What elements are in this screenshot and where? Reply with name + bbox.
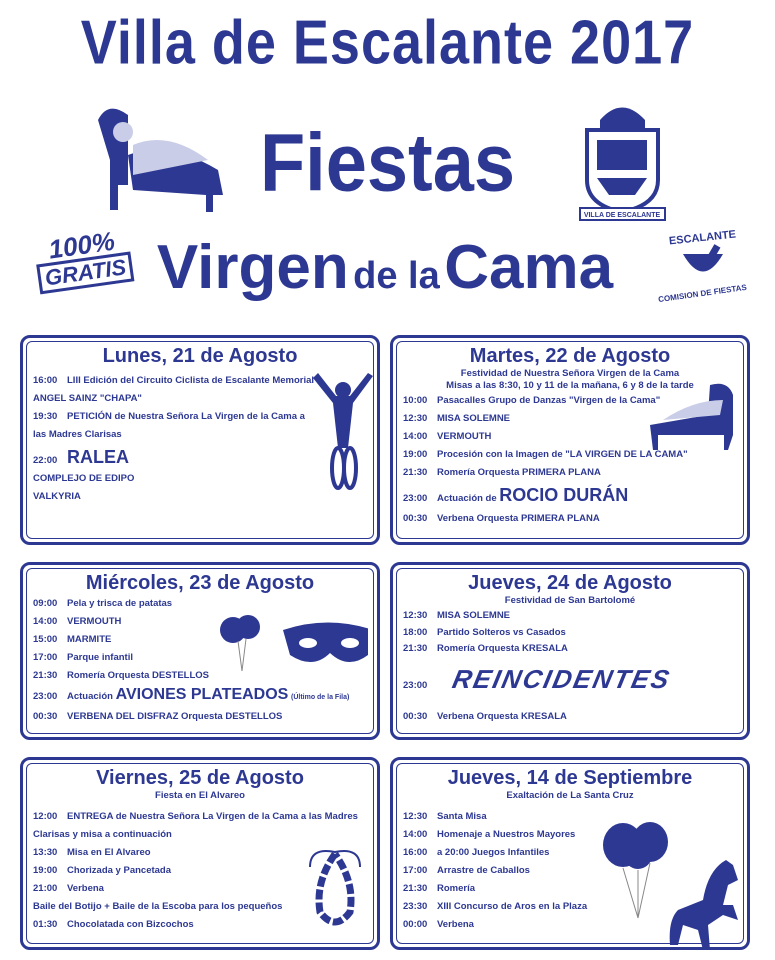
event-row: 12:30 MISA SOLEMNE: [403, 413, 511, 424]
panel-title: Lunes, 21 de Agosto: [102, 345, 298, 367]
event-row: 19:00 Procesión con la Imagen de "LA VIRGEN DE LA CAMA": [403, 449, 688, 460]
event-row: 21:30 Romería Orquesta KRESALA: [403, 643, 568, 654]
virgin-bed-illustration: [88, 100, 233, 215]
event-continuation: las Madres Clarisas: [33, 429, 122, 440]
event-row: 00:00 Verbena: [403, 919, 474, 930]
virgen-heading: Virgen de la Cama: [156, 233, 614, 302]
event-row: 14:00 Homenaje a Nuestros Mayores: [403, 829, 576, 840]
event-continuation: Clarisas y misa a continuación: [33, 829, 172, 840]
event-row: 21:30 Romería Orquesta DESTELLOS: [33, 670, 210, 681]
panel-title: Viernes, 25 de Agosto: [96, 767, 304, 789]
event-continuation: Baile del Botijo + Baile de la Escoba para los pequeños: [33, 901, 283, 912]
free-badge: 100% GRATIS: [33, 226, 135, 295]
panel-subtitle: Festividad de San Bartolomé: [504, 595, 636, 606]
day-panel-martes-22: [390, 335, 750, 545]
event-row: 14:00 VERMOUTH: [403, 431, 492, 442]
event-row: 12:00 ENTREGA de Nuestra Señora La Virgen de la Cama a las Madres: [33, 811, 358, 822]
panel-title: Jueves, 24 de Agosto: [468, 572, 672, 594]
comision-fiestas-logo: ESCALANTE COMISION DE FIESTAS: [657, 228, 748, 305]
band-name: VALKYRIA: [33, 491, 81, 502]
day-panel-viernes-25: [20, 757, 380, 950]
event-row: 00:30 VERBENA DEL DISFRAZ Orquesta DESTELLOS: [33, 711, 283, 722]
panel-title: Jueves, 14 de Septiembre: [447, 767, 693, 789]
event-row: 21:30 Romería Orquesta PRIMERA PLANA: [403, 467, 601, 478]
event-row: 19:30 PETICIÓN de Nuestra Señora La Virgen de la Cama a: [33, 411, 305, 422]
event-row: 00:30 Verbena Orquesta PRIMERA PLANA: [403, 513, 600, 524]
fiestas-heading: Fiestas: [259, 116, 516, 209]
band-name: COMPLEJO DE EDIPO: [33, 473, 135, 484]
event-row: 15:00 MARMITE: [33, 634, 112, 645]
event-row: 01:30 Chocolatada con Bizcochos: [33, 919, 194, 930]
event-row: 23:30 XIII Concurso de Aros en la Plaza: [403, 901, 588, 912]
event-row: 00:30 Verbena Orquesta KRESALA: [403, 711, 567, 722]
crest-label: VILLA DE ESCALANTE: [583, 212, 661, 219]
panel-title: Miércoles, 23 de Agosto: [85, 572, 315, 594]
event-row: 10:00 Pasacalles Grupo de Danzas "Virgen de la Cama": [403, 395, 661, 406]
event-row: 12:30 MISA SOLEMNE: [403, 610, 511, 621]
day-panel-lunes-21: [20, 335, 380, 545]
event-row-bands: 22:00 RALEA: [33, 447, 129, 467]
event-row: 17:00 Arrastre de Caballos: [403, 865, 530, 876]
panel-title: Martes, 22 de Agosto: [469, 345, 671, 367]
day-panel-jueves-14-sept: [390, 757, 750, 950]
panel-subtitle: Exaltación de La Santa Cruz: [506, 790, 634, 801]
reincidentes-logo: REINCIDENTES: [449, 664, 674, 694]
event-row: 13:30 Misa en El Alvareo: [33, 847, 151, 858]
event-row: 23:00 Actuación de ROCIO DURÁN: [403, 485, 629, 505]
event-continuation: ANGEL SAINZ "CHAPA": [33, 393, 142, 404]
event-row: 09:00 Pela y trisca de patatas: [33, 598, 173, 609]
event-row: 16:00 LIII Edición del Circuito Ciclista de Escalante Memorial: [33, 375, 315, 386]
event-row: 17:00 Parque infantil: [33, 652, 133, 663]
panel-subtitle: Fiesta en El Alvareo: [155, 790, 245, 801]
event-row: 21:30 Romería: [403, 883, 476, 894]
event-row: 12:30 Santa Misa: [403, 811, 487, 822]
event-row: 23:00 Actuación AVIONES PLATEADOS (Último de la Fila): [33, 686, 350, 703]
panel-subtitle: Misas a las 8:30, 10 y 11 de la mañana, 6 y 8 de la tarde: [446, 380, 694, 391]
event-row: 16:00 a 20:00 Juegos Infantiles: [403, 847, 550, 858]
day-panel-miercoles-23: [20, 562, 380, 740]
event-row: 21:00 Verbena: [33, 883, 104, 894]
panel-subtitle: Festividad de Nuestra Señora Virgen de la Cama: [460, 368, 680, 379]
poster-title: Villa de Escalante 2017: [80, 8, 695, 78]
day-panel-jueves-24: [390, 562, 750, 740]
escalante-crest: [575, 100, 670, 225]
event-row: 14:00 VERMOUTH: [33, 616, 122, 627]
pestle-icon: [678, 244, 728, 284]
event-row: 23:00 REINCIDENTES: [403, 657, 737, 708]
event-row: 18:00 Partido Solteros vs Casados: [403, 627, 566, 638]
event-row: 19:00 Chorizada y Pancetada: [33, 865, 172, 876]
